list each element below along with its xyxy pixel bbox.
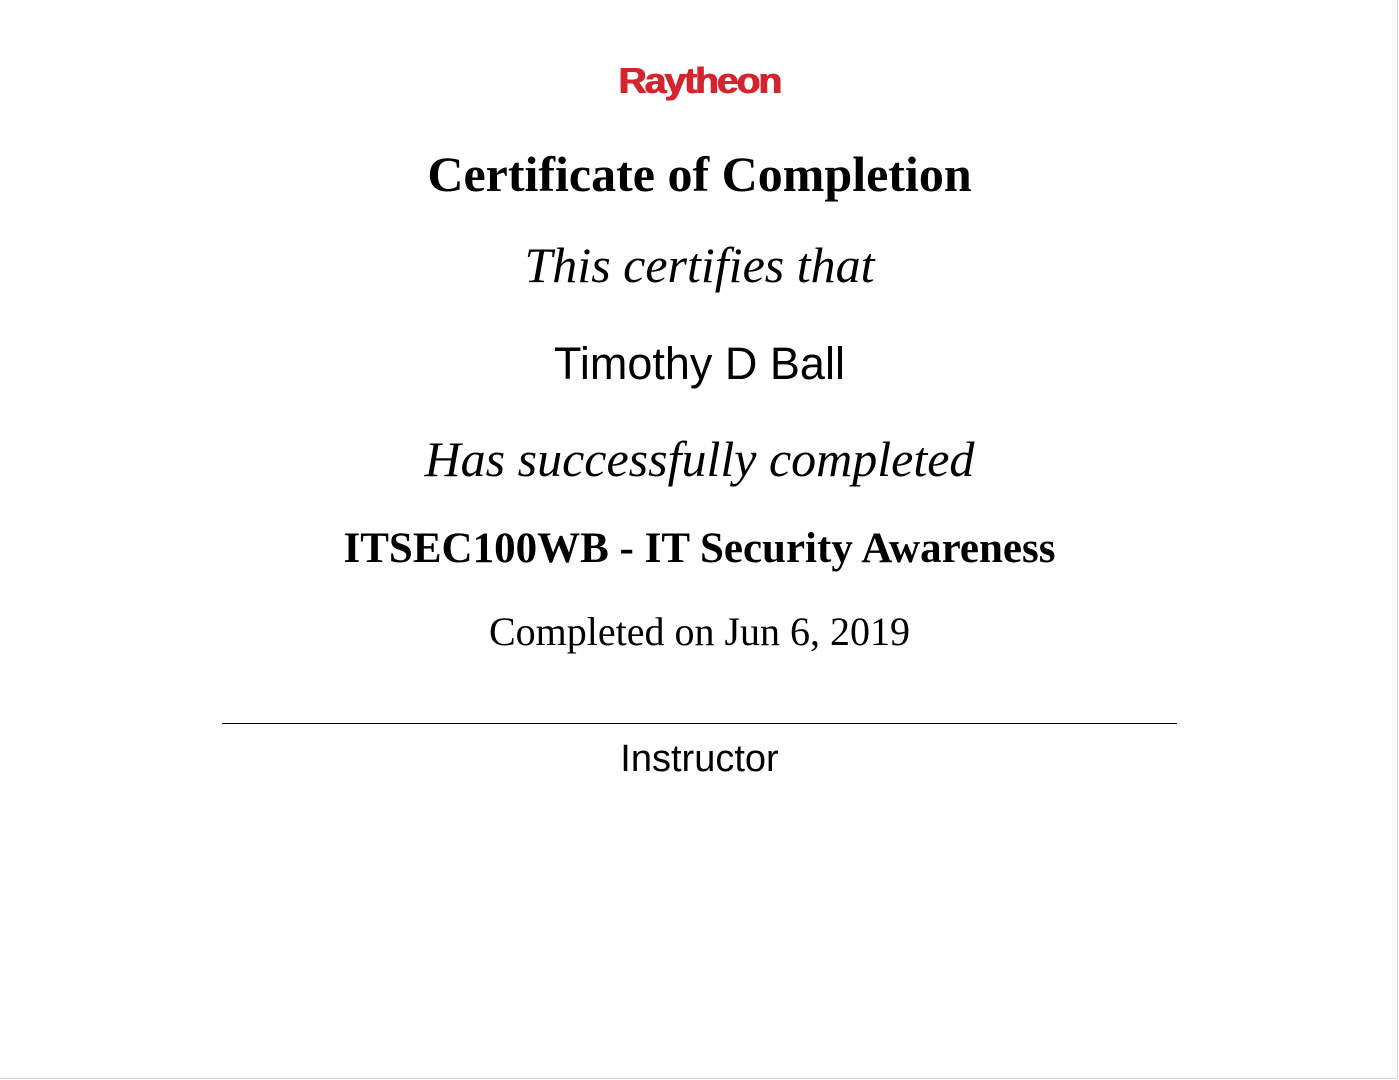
- certifies-text: This certifies that: [524, 237, 875, 293]
- recipient-name: Timothy D Ball: [554, 338, 845, 389]
- course-title: ITSEC100WB - IT Security Awareness: [343, 525, 1056, 572]
- instructor-label: Instructor: [620, 738, 779, 780]
- certificate-title: Certificate of Completion: [427, 146, 972, 202]
- completion-date: Completed on Jun 6, 2019: [488, 609, 911, 654]
- completed-text: Has successfully completed: [424, 431, 975, 487]
- raytheon-logo: Raytheon: [618, 61, 781, 102]
- signature-line: [222, 723, 1177, 724]
